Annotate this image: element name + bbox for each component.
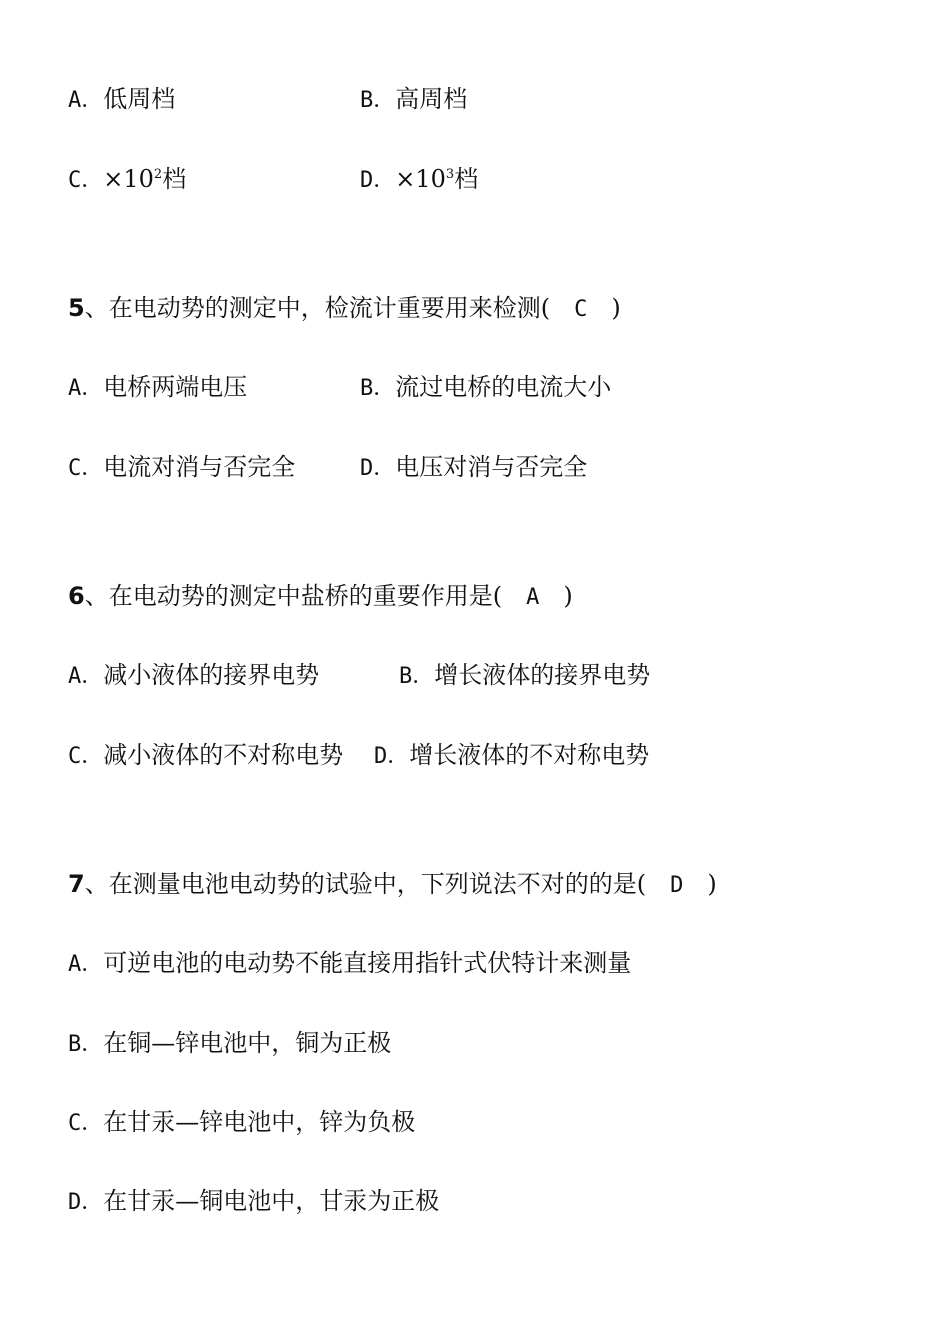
q7-option-c: [68, 1106, 415, 1140]
option-text-suffix: 档: [454, 165, 479, 193]
q4-option-c: [68, 163, 186, 197]
q6-option-c: [68, 739, 343, 773]
option-letter: A．: [68, 376, 104, 401]
option-text: 减小液体的不对称电势: [103, 741, 344, 769]
option-letter: C．: [68, 1111, 104, 1136]
question-number: 7: [68, 870, 85, 898]
exponent: 3: [445, 167, 455, 182]
answer-letter: A: [526, 585, 540, 610]
option-letter: A．: [68, 664, 104, 689]
q4-option-b: [360, 83, 467, 117]
option-text: 减小液体的接界电势: [103, 661, 320, 689]
question-number: 6: [68, 582, 85, 610]
option-text: 在甘汞—锌电池中，锌为负极: [103, 1108, 416, 1136]
option-text: 高周档: [395, 85, 468, 113]
option-text: 低周档: [103, 85, 176, 113]
option-text: 电流对消与否完全: [103, 453, 296, 481]
q6-option-b: [399, 659, 650, 693]
option-letter: B．: [360, 88, 396, 113]
option-text: 在铜—锌电池中，铜为正极: [103, 1029, 392, 1057]
exponent: 2: [153, 167, 163, 182]
question-text: 、在电动势的测定中，检流计重要用来检测(: [84, 294, 551, 322]
q5-option-d: [360, 451, 587, 485]
option-text-suffix: 档: [162, 165, 187, 193]
option-letter: C．: [68, 168, 104, 193]
option-letter: C．: [68, 744, 104, 769]
q7-option-a: [68, 947, 631, 981]
q4-option-d: [360, 163, 478, 197]
q6-stem: [68, 580, 573, 614]
q5-stem: [68, 292, 621, 326]
close-paren: ): [563, 582, 573, 610]
close-paren: ): [611, 294, 621, 322]
option-letter: D．: [68, 1190, 104, 1215]
option-text: 可逆电池的电动势不能直接用指针式伏特计来测量: [103, 949, 632, 977]
option-letter: B．: [68, 1032, 104, 1057]
q5-option-b: [360, 371, 611, 405]
option-letter: D．: [360, 456, 396, 481]
option-text: 电桥两端电压: [103, 373, 248, 401]
answer-letter: D: [670, 873, 684, 898]
option-text: ×10: [395, 165, 446, 193]
close-paren: ): [707, 870, 717, 898]
option-text: 在甘汞—铜电池中，甘汞为正极: [103, 1187, 440, 1215]
option-letter: D．: [360, 168, 396, 193]
option-text: ×10: [103, 165, 154, 193]
q4-option-a: [68, 83, 175, 117]
option-letter: B．: [360, 376, 396, 401]
option-text: 增长液体的接界电势: [434, 661, 651, 689]
question-text: 、在电动势的测定中盐桥的重要作用是(: [84, 582, 503, 610]
option-text: 电压对消与否完全: [395, 453, 588, 481]
option-text: 流过电桥的电流大小: [395, 373, 612, 401]
option-text: 增长液体的不对称电势: [409, 741, 650, 769]
q6-option-a: [68, 659, 319, 693]
q7-stem: [68, 868, 717, 902]
option-letter: A．: [68, 88, 104, 113]
option-letter: B．: [399, 664, 435, 689]
q7-option-d: [68, 1185, 439, 1219]
q5-option-c: [68, 451, 295, 485]
option-letter: C．: [68, 456, 104, 481]
question-text: 、在测量电池电动势的试验中，下列说法不对的的是(: [84, 870, 647, 898]
q5-option-a: [68, 371, 247, 405]
option-letter: A．: [68, 952, 104, 977]
answer-letter: C: [574, 297, 588, 322]
option-letter: D．: [374, 744, 410, 769]
q6-option-d: [374, 739, 649, 773]
question-number: 5: [68, 294, 85, 322]
q7-option-b: [68, 1027, 391, 1061]
